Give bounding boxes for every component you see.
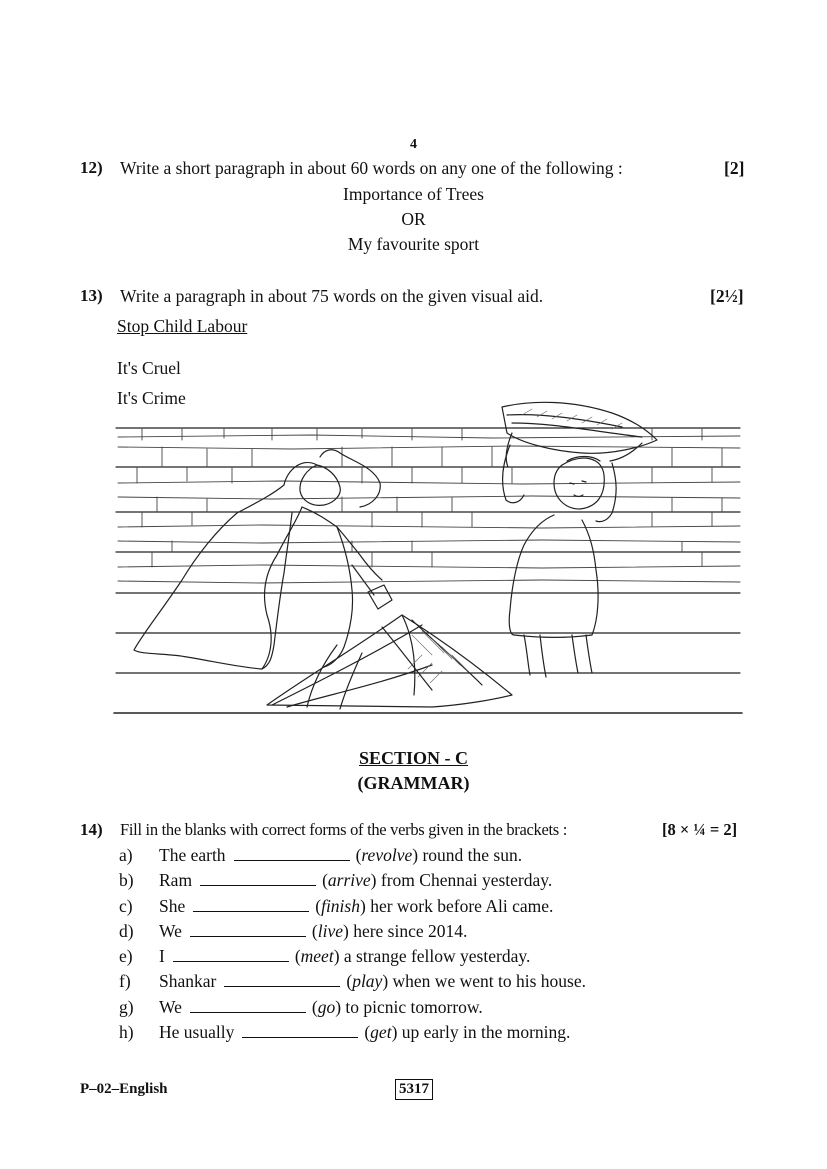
- q12-number: 12): [80, 158, 103, 177]
- answer-blank[interactable]: [190, 922, 306, 937]
- item-letter: e): [119, 946, 133, 967]
- item-verb: arrive: [327, 870, 371, 891]
- item-verb: meet: [300, 946, 334, 967]
- item-sentence: Ram (arrive) from Chennai yesterday.: [159, 870, 553, 891]
- item-after: when we went to his house.: [392, 971, 586, 992]
- item-sentence: We (go) to picnic tomorrow.: [159, 996, 483, 1017]
- item-before: Ram: [159, 870, 193, 891]
- q12-separator: OR: [401, 209, 426, 229]
- answer-blank[interactable]: [193, 897, 309, 912]
- item-sentence: I (meet) a strange fellow yesterday.: [159, 946, 531, 967]
- q14-marks: [8 × ¼ = 2]: [662, 820, 738, 839]
- item-verb: revolve: [361, 845, 413, 865]
- item-letter: h): [119, 1022, 134, 1043]
- list-item: [119, 921, 759, 946]
- item-verb: go: [317, 996, 336, 1017]
- q13-line2: It's Crime: [117, 388, 186, 408]
- list-item: [119, 997, 759, 1022]
- q13-caption-title: Stop Child Labour: [117, 316, 248, 336]
- item-before: He usually: [159, 1022, 235, 1043]
- list-item: [119, 896, 759, 921]
- answer-blank[interactable]: [242, 1023, 358, 1038]
- list-item: [119, 971, 759, 996]
- item-letter: f): [119, 971, 131, 992]
- q14-text: Fill in the blanks with correct forms of the verbs given in the brackets :: [120, 820, 568, 839]
- answer-blank[interactable]: [173, 947, 289, 962]
- q13-line1: It's Cruel: [117, 358, 181, 378]
- item-verb: play: [352, 971, 383, 992]
- item-after: her work before Ali came.: [370, 895, 554, 916]
- child-labour-illustration: [112, 395, 744, 720]
- item-after: to picnic tomorrow.: [345, 996, 483, 1017]
- item-verb: finish: [321, 895, 360, 916]
- q14-items: [119, 845, 759, 1047]
- item-sentence: We (live) here since 2014.: [159, 920, 468, 941]
- item-before: We: [159, 920, 182, 941]
- list-item: [119, 1022, 759, 1047]
- q13-marks: [2½]: [710, 286, 744, 306]
- q12-text: Write a short paragraph in about 60 words on any one of the following :: [120, 158, 623, 178]
- item-sentence: She (finish) her work before Ali came.: [159, 895, 554, 916]
- item-after: a strange fellow yesterday.: [343, 946, 531, 967]
- q13-number: 13): [80, 286, 103, 305]
- q12-marks: [2]: [724, 158, 745, 178]
- item-after: from Chennai yesterday.: [380, 870, 553, 891]
- item-before: Shankar: [159, 971, 217, 992]
- item-letter: d): [119, 920, 134, 941]
- page-code: 5317: [395, 1079, 433, 1100]
- answer-blank[interactable]: [200, 871, 316, 886]
- item-before: The earth: [159, 845, 226, 865]
- section-subtitle: (GRAMMAR): [357, 773, 470, 793]
- page-number: 4: [410, 137, 417, 152]
- item-verb: get: [370, 1022, 392, 1043]
- item-letter: a): [119, 845, 133, 865]
- item-letter: b): [119, 870, 134, 891]
- item-before: She: [159, 895, 186, 916]
- item-letter: c): [119, 895, 133, 916]
- item-sentence: He usually (get) up early in the morning.: [159, 1022, 571, 1043]
- item-sentence: Shankar (play) when we went to his house.: [159, 971, 586, 992]
- answer-blank[interactable]: [190, 998, 306, 1013]
- item-after: here since 2014.: [353, 920, 468, 941]
- item-before: I: [159, 946, 165, 967]
- item-after: round the sun.: [422, 845, 523, 865]
- item-letter: g): [119, 996, 134, 1017]
- item-sentence: The earth (revolve) round the sun.: [159, 845, 523, 865]
- answer-blank[interactable]: [234, 846, 350, 861]
- paper-code: P–02–English: [80, 1081, 168, 1097]
- section-title: SECTION - C: [358, 748, 469, 768]
- q12-option1: Importance of Trees: [343, 184, 484, 204]
- list-item: [119, 870, 759, 895]
- q12-option2: My favourite sport: [347, 234, 480, 254]
- list-item: [119, 946, 759, 971]
- item-verb: live: [317, 920, 343, 941]
- list-item: [119, 845, 759, 870]
- answer-blank[interactable]: [224, 972, 340, 987]
- item-before: We: [159, 996, 182, 1017]
- item-after: up early in the morning.: [401, 1022, 571, 1043]
- q14-number: 14): [80, 820, 103, 839]
- q13-text: Write a paragraph in about 75 words on the given visual aid.: [120, 286, 544, 306]
